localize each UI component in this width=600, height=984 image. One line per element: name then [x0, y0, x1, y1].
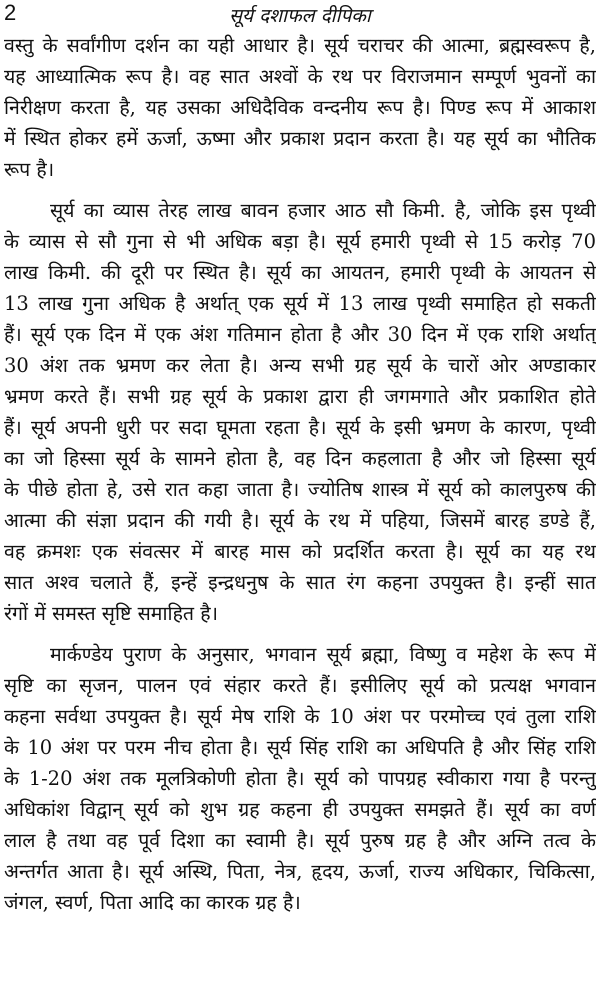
text-line: के व्यास से सौ गुना से भी अधिक बड़ा है। सूर्य हमारी पृथ्वी से 15 करोड़ 70 [4, 230, 596, 253]
text-line: जंगल, स्वर्ण, पिता आदि का कारक ग्रह है। [4, 891, 301, 914]
text-line: मार्कण्डेय पुराण के अनुसार, भगवान सूर्य ब्रह्मा, विष्णु व महेश के रूप में [50, 643, 596, 666]
text-line: वह क्रमशः एक संवत्सर में बारह मास को प्रदर्शित करता है। सूर्य का यह रथ [4, 540, 596, 563]
text-line: के पीछे होता हे, उसे रात कहा जाता है। ज्योतिष शास्त्र में सूर्य को कालपुरुष की [4, 478, 596, 501]
text-line: लाख किमी. की दूरी पर स्थित है। सूर्य का आयतन, हमारी पृथ्वी के आयतन से [4, 261, 596, 284]
text-line: लाल है तथा वह पूर्व दिशा का स्वामी है। सूर्य पुरुष ग्रह है और अग्नि तत्व के [4, 829, 596, 852]
text-line: अधिकांश विद्वान् सूर्य को शुभ ग्रह कहना ही उपयुक्त समझते हैं। सूर्य का वर्ण [4, 798, 596, 821]
text-line: सूर्य का व्यास तेरह लाख बावन हजार आठ सौ किमी. है, जोकि इस पृथ्वी [50, 199, 596, 222]
text-line: में स्थित होकर हमें ऊर्जा, ऊष्मा और प्रकाश प्रदान करता है। यह सूर्य का भौतिक [4, 127, 596, 150]
text-line: के 10 अंश पर परम नीच होता है। सूर्य सिंह राशि का अधिपति है और सिंह राशि [4, 736, 596, 759]
paragraph [4, 639, 596, 918]
text-line: आत्मा की संज्ञा प्रदान की गयी है। सूर्य के रथ में पहिया, जिसमें बारह डण्डे हैं, [4, 509, 596, 532]
text-line: भ्रमण करते हैं। सभी ग्रह सूर्य के प्रकाश द्वारा ही जगमगाते और प्रकाशित होते [4, 385, 596, 408]
text-line: 13 लाख गुना अधिक है अर्थात् एक सूर्य में 13 लाख पृथ्वी समाहित हो सकती [4, 292, 596, 315]
text-line: हैं। सूर्य एक दिन में एक अंश गतिमान होता है और 30 दिन में एक राशि अर्थात् [4, 323, 596, 346]
text-line: 30 अंश तक भ्रमण कर लेता है। अन्य सभी ग्रह सूर्य के चारों ओर अण्डाकार [4, 354, 596, 377]
page-number: 2 [4, 0, 17, 25]
text-line: हैं। सूर्य अपनी धुरी पर सदा घूमता रहता है। सूर्य के इसी भ्रमण के कारण, पृथ्वी [4, 416, 596, 439]
running-title: सूर्य दशाफल दीपिका [229, 5, 371, 27]
text-line: निरीक्षण करता है, यह उसका अधिदैविक वन्दनीय रूप है। पिण्ड रूप में आकाश [4, 96, 596, 119]
page-body [4, 30, 596, 928]
text-line: अन्तर्गत आता है। सूर्य अस्थि, पिता, नेत्र, हृदय, ऊर्जा, राज्य अधिकार, चिकित्सा, [4, 860, 596, 883]
text-line: रंगों में समस्त सृष्टि समाहित है। [4, 602, 218, 625]
text-line: वस्तु के सर्वांगीण दर्शन का यही आधार है। सूर्य चराचर की आत्मा, ब्रह्मस्वरूप है, [4, 34, 596, 57]
paragraph [4, 30, 596, 185]
text-line: यह आध्यात्मिक रूप है। वह सात अश्वों के रथ पर विराजमान सम्पूर्ण भुवनों का [4, 65, 596, 88]
text-line: रूप है। [4, 158, 55, 181]
text-line: कहना सर्वथा उपयुक्त है। सूर्य मेष राशि के 10 अंश पर परमोच्च एवं तुला राशि [4, 705, 596, 728]
text-line: सात अश्व चलाते हैं, इन्हें इन्द्रधनुष के सात रंग कहना उपयुक्त है। इन्हीं सात [4, 571, 596, 594]
text-line: सृष्टि का सृजन, पालन एवं संहार करते हैं। इसीलिए सूर्य को प्रत्यक्ष भगवान [4, 674, 596, 697]
text-line: का जो हिस्सा सूर्य के सामने होता है, वह दिन कहलाता है और जो हिस्सा सूर्य [4, 447, 596, 470]
text-line: के 1-20 अंश तक मूलत्रिकोणी होता है। सूर्य को पापग्रह स्वीकारा गया है परन्तु [4, 767, 596, 790]
paragraph [4, 195, 596, 629]
